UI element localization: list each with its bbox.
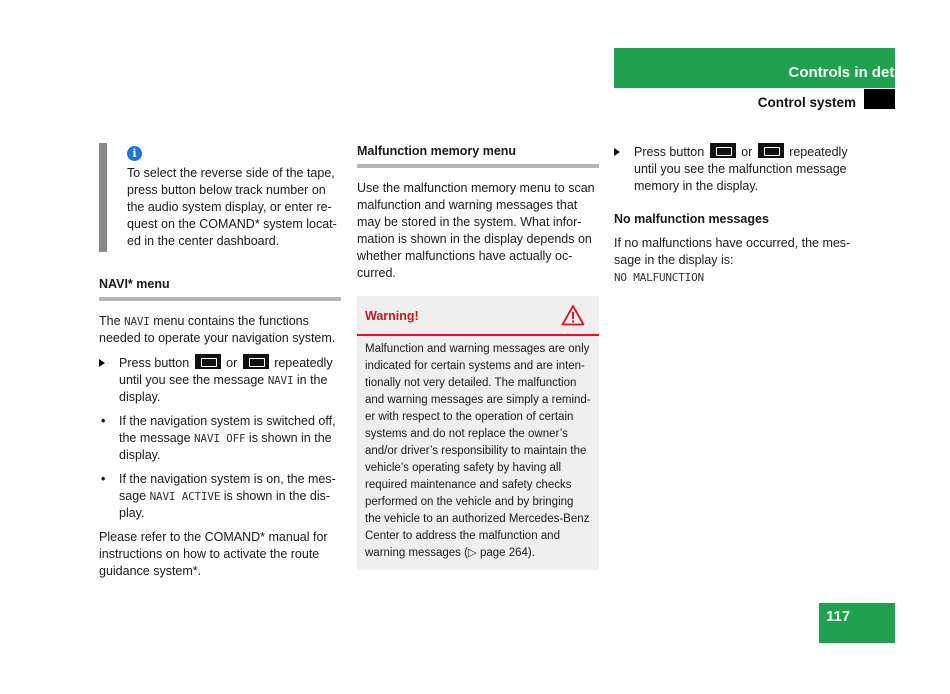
no-malfunction-text: If no malfunctions have occurred, the mes-sage in the display is: <box>614 236 851 267</box>
bullet-dot: • <box>101 472 106 486</box>
section-title: Controls in detail <box>788 64 911 81</box>
warning-header <box>357 296 599 336</box>
warning-box <box>357 296 599 570</box>
step-arrow-icon <box>99 359 105 367</box>
no-malfunction-code: NO MALFUNCTION <box>614 271 704 284</box>
navi-bullet1-pre: If the navigation system is switched off, the message <box>119 414 336 445</box>
navi-bullet1-code: NAVI OFF <box>194 432 246 445</box>
header-marker <box>864 89 895 109</box>
column-middle <box>357 143 599 570</box>
col3-step-pre: Press button <box>634 145 708 159</box>
navi-bullet-off <box>99 413 341 464</box>
navi-step <box>99 354 341 406</box>
info-note <box>99 143 341 252</box>
col3-step-post: repeatedly until you see the malfunction message memory in the display. <box>634 145 848 193</box>
malfunction-intro: Use the malfunction memory menu to scan malfunction and warning messages that may be stored in the system. What infor-mation is shown in the display depends on whether malfunctions have actually oc-curred. <box>357 181 595 280</box>
navi-step-code: NAVI <box>267 374 294 387</box>
display-button-icon <box>195 354 221 369</box>
navi-intro <box>99 313 341 347</box>
column-left <box>99 143 341 587</box>
navi-bullet-active <box>99 471 341 522</box>
bullet-dot: • <box>101 414 106 428</box>
navi-bullet2-code: NAVI ACTIVE <box>149 490 221 503</box>
step-arrow-icon <box>614 148 620 156</box>
navi-heading: NAVI* menu <box>99 276 341 301</box>
navi-intro-pre: The <box>99 314 125 328</box>
navi-bullet2-pre: If the navigation system is on, the mes-sage <box>119 472 336 503</box>
page-number: 117 <box>819 603 895 643</box>
navi-step-or: or <box>222 356 241 370</box>
column-right <box>614 143 859 286</box>
navi-step-pre: Press button <box>119 356 193 370</box>
navi-intro-post: menu contains the functions needed to operate your navigation system. <box>99 314 336 345</box>
warning-text: Malfunction and warning messages are only indicated for certain systems and are inten-tionally not very detailed. The malfunction and warning messages are simply a remind-er with respect to the operation of certain systems and do not replace the owner’s and/or driver’s responsibility to maintain the vehicle’s operating safety by having all required maintenance and safety checks performed on the vehicle and by bringing the vehicle to an authorized Mercedes-Benz Center to address the malfunction and warning messages (▷ page 264). <box>365 343 591 559</box>
navi-closing: Please refer to the COMAND* manual for instructions on how to activate the route guidance system*. <box>99 530 328 578</box>
display-button-icon <box>243 354 269 369</box>
subsection-title: Control system <box>757 95 856 110</box>
navi-step-mid: repeatedly until you see the message <box>119 356 333 387</box>
navi-bullet2-post: is shown in the dis-play. <box>119 489 331 520</box>
malfunction-step <box>614 143 859 195</box>
info-note-text: To select the reverse side of the tape, press button below track number on the audio system display, or enter re-quest on the COMAND* system locat-ed in the center dashboard. <box>127 166 337 248</box>
display-button-icon <box>758 143 784 158</box>
malfunction-heading: Malfunction memory menu <box>357 143 599 168</box>
warning-triangle-icon <box>561 304 585 326</box>
info-icon: i <box>127 146 142 161</box>
no-malfunction-heading: No malfunction messages <box>614 212 769 226</box>
navi-step-post: in the display. <box>119 373 328 404</box>
display-button-icon <box>710 143 736 158</box>
warning-label: Warning! <box>365 309 419 323</box>
col3-step-or: or <box>737 145 756 159</box>
navi-code: NAVI <box>124 315 150 328</box>
navi-bullet1-post: is shown in the display. <box>119 431 332 462</box>
